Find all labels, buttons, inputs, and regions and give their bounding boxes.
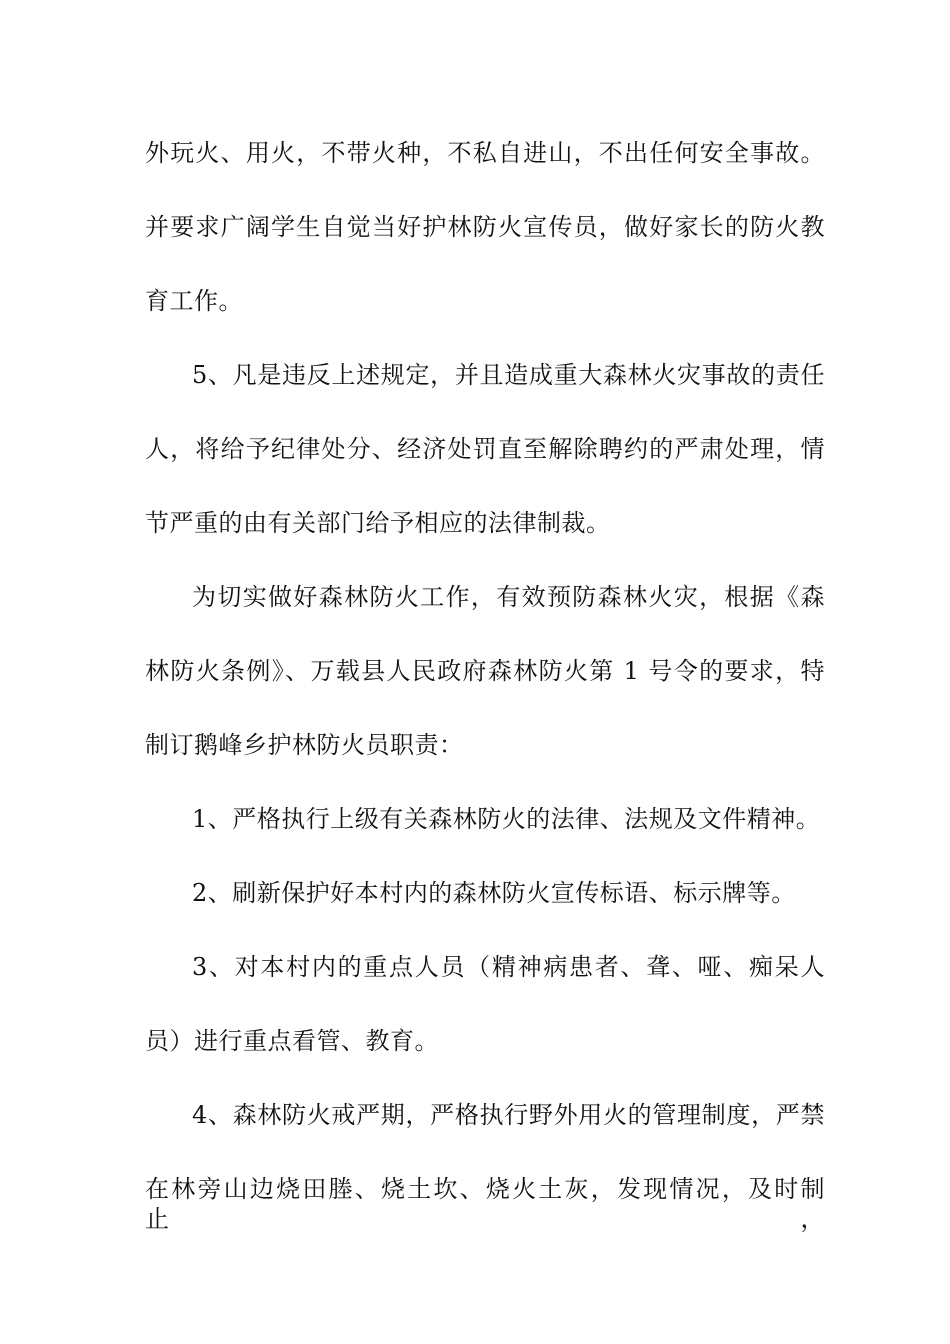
- paragraph-line: 员）进行重点看管、教育。: [145, 1027, 439, 1055]
- paragraph-line: 育工作。: [145, 287, 243, 315]
- paragraph-line: 外玩火、用火，不带火种，不私自进山，不出任何安全事故。: [145, 139, 825, 167]
- paragraph-line: 制订鹅峰乡护林防火员职责：: [145, 731, 464, 759]
- paragraph-line: 为切实做好森林防火工作，有效预防森林火灾，根据《森: [192, 583, 825, 611]
- paragraph-line: 林防火条例》、万载县人民政府森林防火第 1 号令的要求，特: [145, 657, 825, 685]
- paragraph-line: 节严重的由有关部门给予相应的法律制裁。: [145, 509, 611, 537]
- paragraph-line: 在林旁山边烧田塍、烧土坎、烧火土灰，发现情况，及时制止，: [145, 1175, 825, 1233]
- paragraph-line: 5、凡是违反上述规定，并且造成重大森林火灾事故的责任: [192, 361, 825, 389]
- paragraph-line: 3、对本村内的重点人员（精神病患者、聋、哑、痴呆人: [192, 953, 825, 981]
- paragraph-line: 并要求广阔学生自觉当好护林防火宣传员，做好家长的防火教: [145, 213, 825, 241]
- paragraph-line: 4、森林防火戒严期，严格执行野外用火的管理制度，严禁: [192, 1101, 825, 1129]
- paragraph-line: 1、严格执行上级有关森林防火的法律、法规及文件精神。: [192, 805, 821, 833]
- paragraph-line: 2、刷新保护好本村内的森林防火宣传标语、标示牌等。: [192, 879, 796, 907]
- paragraph-line: 人，将给予纪律处分、经济处罚直至解除聘约的严肃处理，情: [145, 435, 825, 463]
